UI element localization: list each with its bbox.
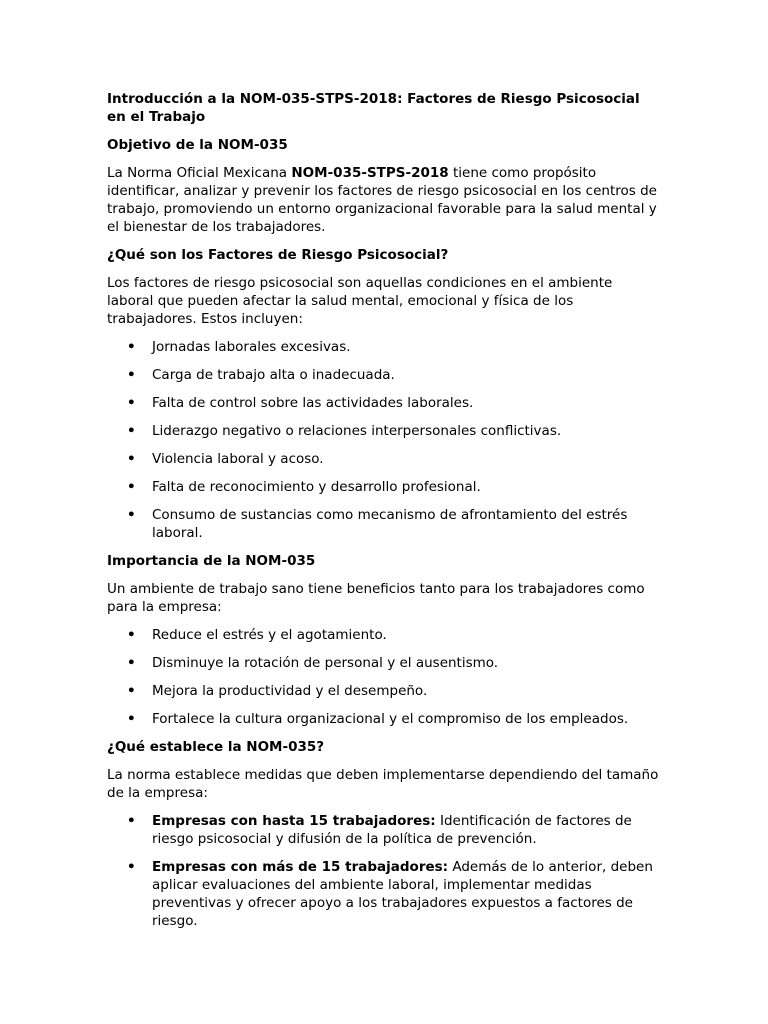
list-item-text: Falta de reconocimiento y desarrollo profesional. xyxy=(152,479,481,495)
bullet-icon: • xyxy=(127,423,136,439)
list-item xyxy=(107,422,663,440)
bullet-icon: • xyxy=(127,339,136,355)
list-item-text: Identificación de factores de riesgo psicosocial y difusión de la política de prevención. xyxy=(152,813,632,847)
list-item-text: Fortalece la cultura organizacional y el compromiso de los empleados. xyxy=(152,711,629,727)
bullet-icon: • xyxy=(127,859,136,875)
bullet-icon: • xyxy=(127,655,136,671)
bullet-icon: • xyxy=(127,813,136,829)
paragraph-factores: Los factores de riesgo psicosocial son aquellas condiciones en el ambiente laboral que pueden afectar la salud mental, emocional y física de los trabajadores. Estos incluyen: xyxy=(107,275,613,327)
bullet-icon: • xyxy=(127,627,136,643)
list-item-text: Mejora la productividad y el desempeño. xyxy=(152,683,428,699)
list-item xyxy=(107,478,663,496)
list-item-text: Reduce el estrés y el agotamiento. xyxy=(152,627,387,643)
paragraph-objetivo-prefix: La Norma Oficial Mexicana xyxy=(107,165,292,181)
bullet-icon: • xyxy=(127,683,136,699)
list-item xyxy=(107,366,663,384)
list-item-bold-lead: Empresas con hasta 15 trabajadores: xyxy=(152,813,436,829)
establece-list xyxy=(107,812,663,930)
bullet-icon: • xyxy=(127,395,136,411)
list-item-text: Carga de trabajo alta o inadecuada. xyxy=(152,367,395,383)
list-item-text: Jornadas laborales excesivas. xyxy=(152,339,351,355)
list-item xyxy=(107,710,663,728)
list-item xyxy=(107,506,663,542)
list-item xyxy=(107,338,663,356)
list-item xyxy=(107,626,663,644)
bullet-icon: • xyxy=(127,479,136,495)
list-item-text: Consumo de sustancias como mecanismo de afrontamiento del estrés laboral. xyxy=(152,507,628,541)
list-item xyxy=(107,394,663,412)
section-heading-factores: ¿Qué son los Factores de Riesgo Psicosocial? xyxy=(107,247,449,263)
bullet-icon: • xyxy=(127,711,136,727)
document-title: Introducción a la NOM-035-STPS-2018: Factores de Riesgo Psicosocial en el Trabajo xyxy=(107,91,640,125)
bullet-icon: • xyxy=(127,507,136,523)
list-item-text: Disminuye la rotación de personal y el ausentismo. xyxy=(152,655,499,671)
paragraph-importancia: Un ambiente de trabajo sano tiene beneficios tanto para los trabajadores como para la empresa: xyxy=(107,581,645,615)
paragraph-objetivo xyxy=(107,164,663,236)
list-item-text: Violencia laboral y acoso. xyxy=(152,451,324,467)
norm-code-bold: NOM-035-STPS-2018 xyxy=(291,165,449,181)
importancia-list xyxy=(107,626,663,728)
paragraph-establece: La norma establece medidas que deben implementarse dependiendo del tamaño de la empresa: xyxy=(107,767,659,801)
list-item-text: Falta de control sobre las actividades laborales. xyxy=(152,395,474,411)
bullet-icon: • xyxy=(127,367,136,383)
list-item xyxy=(107,682,663,700)
list-item-text: Además de lo anterior, deben aplicar evaluaciones del ambiente laboral, implementar medidas preventivas y ofrecer apoyo a los trabajadores expuestos a factores de riesgo. xyxy=(152,859,653,929)
list-item xyxy=(107,812,663,848)
section-heading-objetivo: Objetivo de la NOM-035 xyxy=(107,137,288,153)
list-item-bold-lead: Empresas con más de 15 trabajadores: xyxy=(152,859,449,875)
list-item-text: Liderazgo negativo o relaciones interpersonales conflictivas. xyxy=(152,423,562,439)
list-item xyxy=(107,450,663,468)
list-item xyxy=(107,654,663,672)
bullet-icon: • xyxy=(127,451,136,467)
section-heading-establece: ¿Qué establece la NOM-035? xyxy=(107,739,325,755)
document-page xyxy=(107,90,663,940)
factores-list xyxy=(107,338,663,542)
paragraph-objetivo-suffix: tiene como propósito identificar, analizar y prevenir los factores de riesgo psicosocial en los centros de trabajo, promoviendo un entorno organizacional favorable para la salud mental y el bienestar de los trabajadores. xyxy=(107,165,657,235)
list-item xyxy=(107,858,663,930)
section-heading-importancia: Importancia de la NOM-035 xyxy=(107,553,316,569)
